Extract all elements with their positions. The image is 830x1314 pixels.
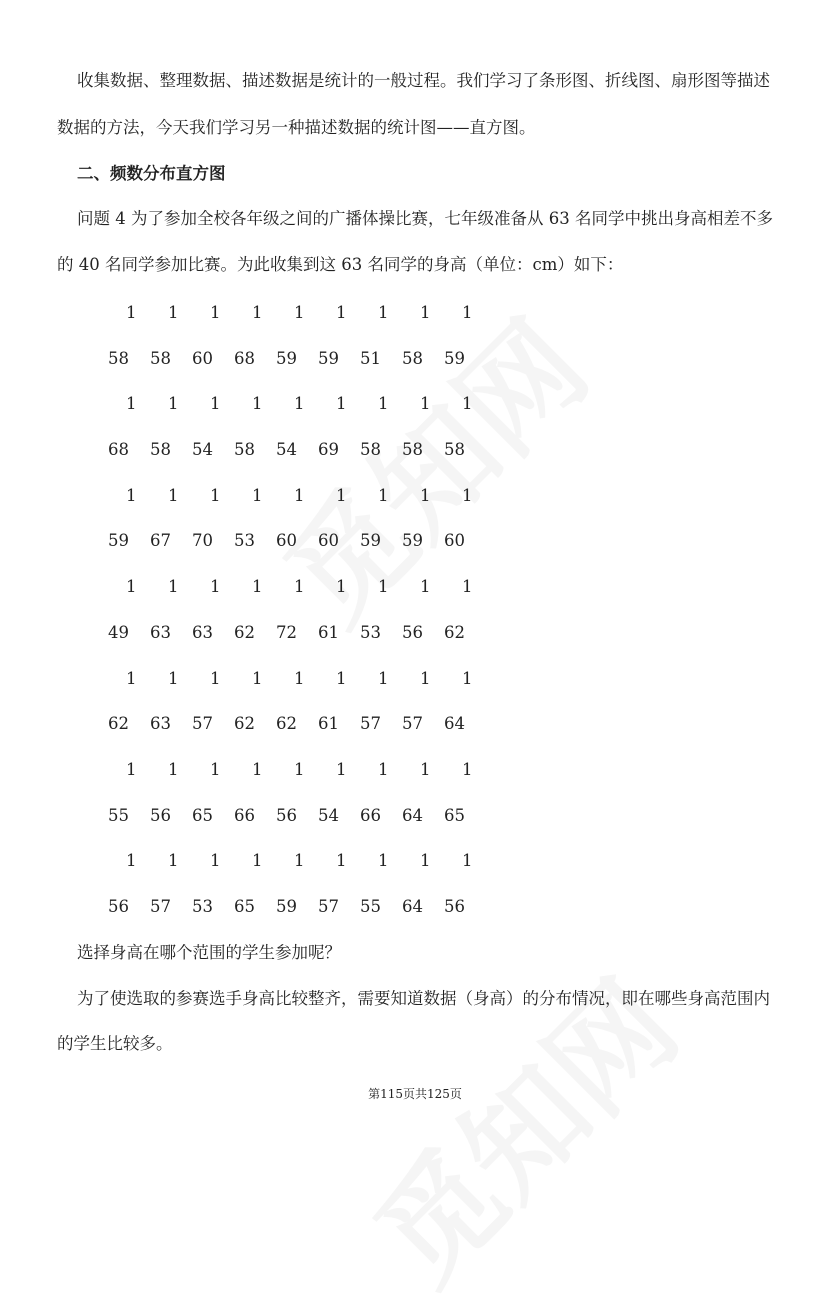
table-cell: 53 (360, 622, 381, 642)
table-cell: 1 (420, 851, 431, 871)
table-cell: 1 (126, 668, 137, 688)
table-cell: 56 (108, 896, 129, 916)
table-cell: 1 (378, 394, 389, 414)
table-cell: 1 (420, 485, 431, 505)
table-cell: 1 (462, 485, 473, 505)
table-cell: 60 (318, 531, 339, 551)
table-cell: 1 (168, 394, 179, 414)
table-cell: 1 (252, 668, 263, 688)
table-cell: 65 (234, 896, 255, 916)
table-cell: 1 (126, 851, 137, 871)
table-cell: 57 (192, 714, 213, 734)
table-cell: 56 (402, 622, 423, 642)
table-cell: 58 (360, 440, 381, 460)
table-cell: 60 (276, 531, 297, 551)
table-cell: 1 (210, 759, 221, 779)
table-cell: 55 (360, 896, 381, 916)
table-cell: 62 (234, 622, 255, 642)
table-cell: 1 (294, 394, 305, 414)
table-cell: 1 (252, 394, 263, 414)
table-cell: 68 (234, 348, 255, 368)
table-cell: 1 (168, 759, 179, 779)
table-cell: 54 (318, 805, 339, 825)
table-cell: 56 (150, 805, 171, 825)
table-cell: 66 (234, 805, 255, 825)
table-cell: 57 (360, 714, 381, 734)
table-cell: 1 (420, 668, 431, 688)
table-cell: 58 (150, 348, 171, 368)
table-cell: 60 (444, 531, 465, 551)
table-cell: 1 (420, 394, 431, 414)
table-cell: 68 (108, 440, 129, 460)
table-cell: 64 (402, 896, 423, 916)
table-cell: 1 (378, 851, 389, 871)
table-cell: 70 (192, 531, 213, 551)
table-cell: 1 (168, 485, 179, 505)
table-cell: 1 (252, 759, 263, 779)
table-cell: 1 (336, 577, 347, 597)
table-cell: 62 (276, 714, 297, 734)
table-cell: 69 (318, 440, 339, 460)
table-cell: 1 (168, 668, 179, 688)
table-cell: 1 (252, 303, 263, 322)
table-cell: 53 (192, 896, 213, 916)
table-cell: 56 (276, 805, 297, 825)
table-cell: 65 (444, 805, 465, 825)
answer-paragraph-line-1: 为了使选取的参赛选手身高比较整齐，需要知道数据（身高）的分布情况，即在哪些身高范围内 (77, 989, 770, 1008)
section-heading: 二、频数分布直方图 (77, 164, 226, 183)
table-cell: 62 (234, 714, 255, 734)
table-cell: 1 (210, 851, 221, 871)
table-cell: 1 (252, 485, 263, 505)
table-cell: 1 (420, 577, 431, 597)
table-cell: 64 (402, 805, 423, 825)
watermark (242, 278, 618, 654)
table-cell: 58 (150, 440, 171, 460)
table-cell: 59 (108, 531, 129, 551)
table-cell: 63 (150, 622, 171, 642)
table-cell: 1 (462, 303, 473, 322)
table-cell: 1 (126, 303, 137, 322)
table-cell: 54 (276, 440, 297, 460)
table-cell: 1 (294, 668, 305, 688)
table-cell: 63 (192, 622, 213, 642)
table-cell: 1 (378, 303, 389, 322)
table-cell: 59 (360, 531, 381, 551)
table-cell: 62 (444, 622, 465, 642)
table-cell: 53 (234, 531, 255, 551)
table-cell: 1 (462, 668, 473, 688)
answer-paragraph-line-2: 的学生比较多。 (57, 1034, 173, 1053)
table-cell: 59 (276, 896, 297, 916)
table-cell: 57 (402, 714, 423, 734)
table-cell: 61 (318, 714, 339, 734)
table-cell: 66 (360, 805, 381, 825)
table-cell: 1 (126, 577, 137, 597)
table-cell: 1 (336, 485, 347, 505)
table-cell: 1 (336, 303, 347, 322)
table-cell: 1 (378, 668, 389, 688)
table-cell: 1 (420, 303, 431, 322)
intro-paragraph-line-2: 数据的方法，今天我们学习另一种描述数据的统计图——直方图。 (57, 118, 536, 137)
table-cell: 1 (336, 851, 347, 871)
table-cell: 64 (444, 714, 465, 734)
table-cell: 1 (168, 851, 179, 871)
table-cell: 60 (192, 348, 213, 368)
table-cell: 1 (420, 759, 431, 779)
table-cell: 62 (108, 714, 129, 734)
table-cell: 1 (462, 759, 473, 779)
table-cell: 58 (108, 348, 129, 368)
table-cell: 58 (402, 440, 423, 460)
table-cell: 1 (462, 394, 473, 414)
table-cell: 59 (318, 348, 339, 368)
table-cell: 1 (210, 394, 221, 414)
table-cell: 57 (150, 896, 171, 916)
table-cell: 59 (444, 348, 465, 368)
table-cell: 49 (108, 622, 129, 642)
table-cell: 1 (210, 577, 221, 597)
table-cell: 1 (336, 668, 347, 688)
intro-paragraph-line-1: 收集数据、整理数据、描述数据是统计的一般过程。我们学习了条形图、折线图、扇形图等描述 (77, 71, 770, 90)
question-text: 选择身高在哪个范围的学生参加呢？ (77, 943, 341, 962)
table-cell: 1 (462, 577, 473, 597)
table-cell: 58 (444, 440, 465, 460)
table-cell: 51 (360, 348, 381, 368)
table-cell: 59 (402, 531, 423, 551)
table-cell: 1 (168, 303, 179, 322)
table-cell: 1 (126, 485, 137, 505)
table-cell: 1 (294, 577, 305, 597)
table-cell: 57 (318, 896, 339, 916)
table-cell: 1 (294, 303, 305, 322)
problem-paragraph-line-2: 的 40 名同学参加比赛。为此收集到这 63 名同学的身高（单位：cm）如下： (57, 255, 624, 274)
table-cell: 58 (402, 348, 423, 368)
table-cell: 1 (336, 759, 347, 779)
table-cell: 65 (192, 805, 213, 825)
table-cell: 54 (192, 440, 213, 460)
table-cell: 56 (444, 896, 465, 916)
table-cell: 1 (462, 851, 473, 871)
table-cell: 1 (294, 851, 305, 871)
table-cell: 1 (294, 759, 305, 779)
table-cell: 67 (150, 531, 171, 551)
problem-paragraph-line-1: 问题 4 为了参加全校各年级之间的广播体操比赛，七年级准备从 63 名同学中挑出身高相差不多 (77, 209, 773, 228)
table-cell: 1 (378, 577, 389, 597)
table-cell: 72 (276, 622, 297, 642)
table-cell: 1 (210, 668, 221, 688)
table-cell: 55 (108, 805, 129, 825)
table-cell: 58 (234, 440, 255, 460)
table-cell: 1 (126, 759, 137, 779)
table-cell: 1 (378, 759, 389, 779)
table-cell: 1 (252, 851, 263, 871)
table-cell: 1 (294, 485, 305, 505)
table-cell: 1 (210, 485, 221, 505)
table-cell: 1 (168, 577, 179, 597)
table-cell: 61 (318, 622, 339, 642)
page-number: 第115页共125页 (368, 1087, 462, 1101)
table-cell: 1 (378, 485, 389, 505)
table-cell: 1 (210, 303, 221, 322)
table-cell: 59 (276, 348, 297, 368)
table-cell: 63 (150, 714, 171, 734)
table-cell: 1 (252, 577, 263, 597)
table-cell: 1 (336, 394, 347, 414)
table-cell: 1 (126, 394, 137, 414)
